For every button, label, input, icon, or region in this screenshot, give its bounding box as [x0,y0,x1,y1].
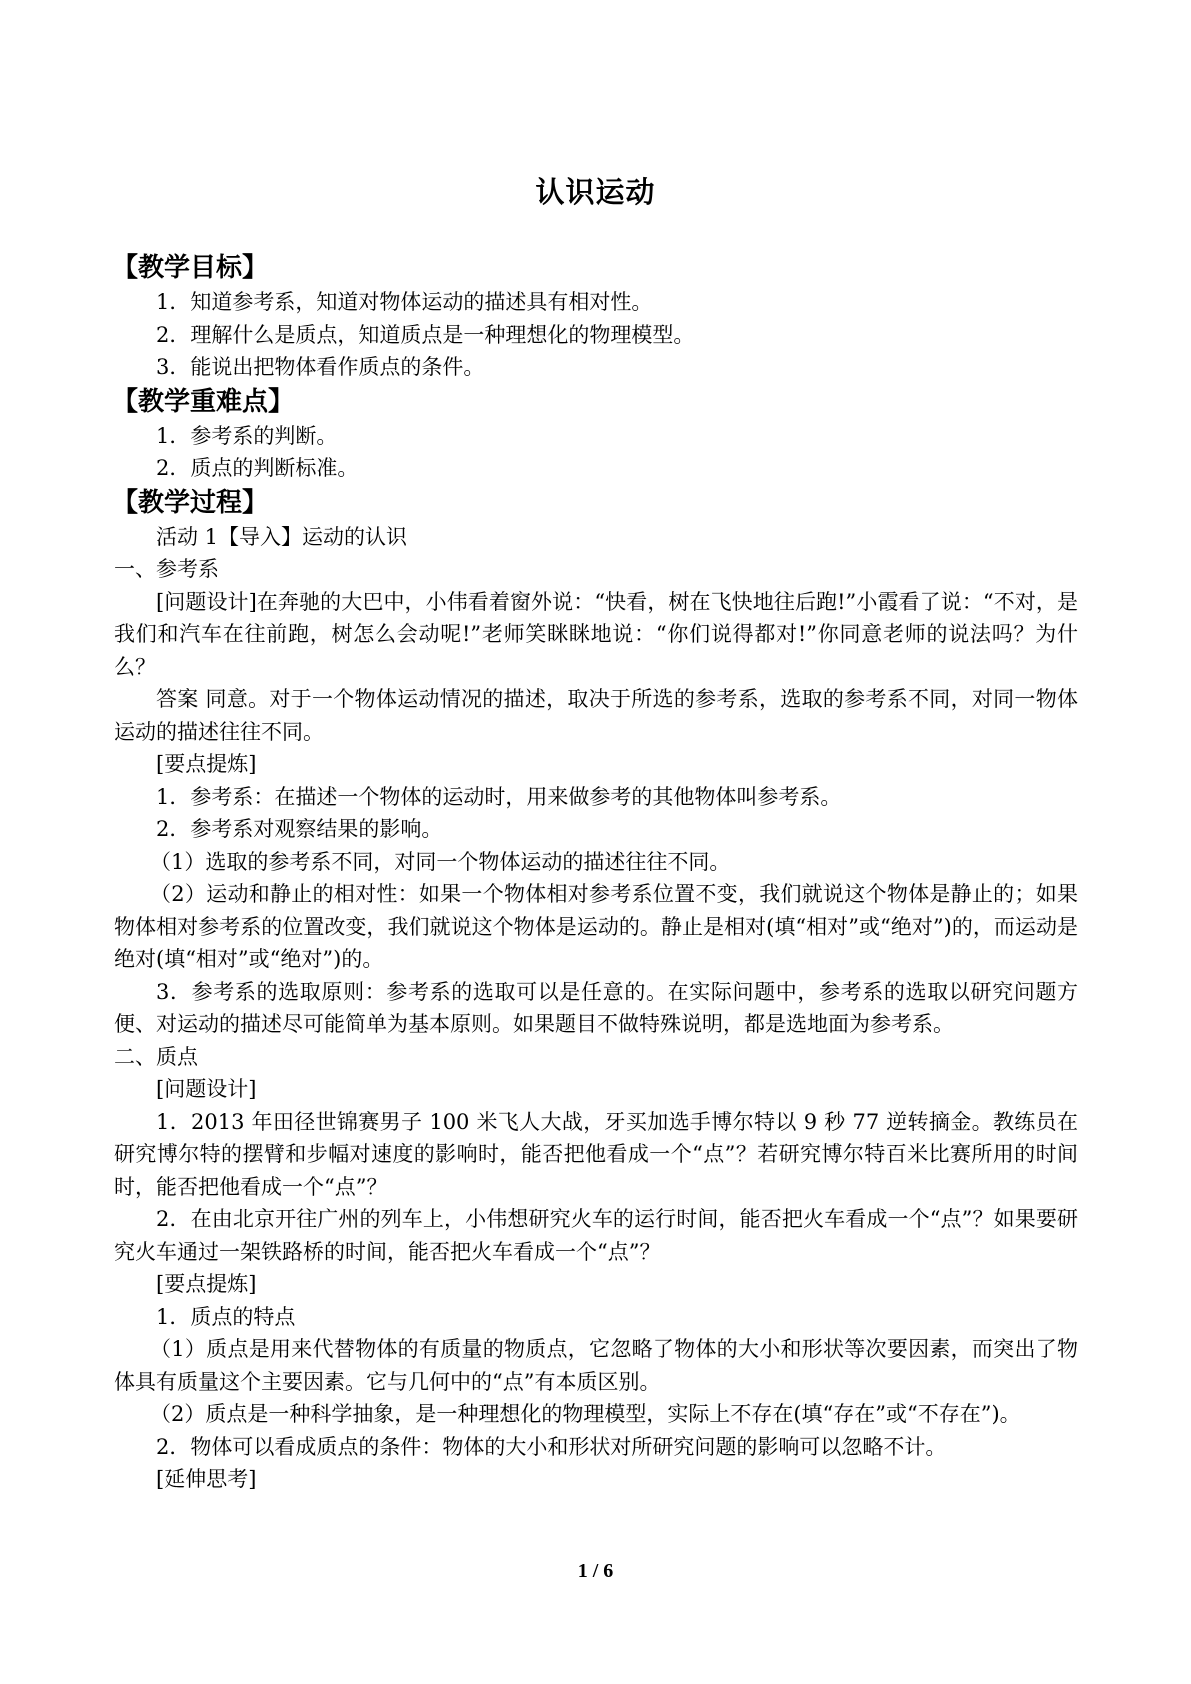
key-points-label-2: [要点提炼] [156,1272,257,1296]
page-number: 1 / 6 [577,1560,614,1582]
particle-key-1a: （1）质点是用来代替物体的有质量的物质点，它忽略了物体的大小和形状等次要因素，而突出了物体具有质量这个主要因素。它与几何中的“点”有本质区别。 [114,1337,1078,1394]
question-2: 2．在由北京开往广州的列车上，小伟想研究火车的运行时间，能否把火车看成一个“点”？如果要研究火车通过一架铁路桥的时间，能否把火车看成一个“点”？ [114,1207,1078,1264]
question-paragraph: [问题设计]在奔驰的大巴中，小伟看着窗外说：“快看，树在飞快地往后跑!”小霞看了说：“不对，是我们和汽车在往前跑，树怎么会动呢!”老师笑眯眯地说：“你们说得都对!”你同意老师的说法吗？为什么？ [114,589,1078,679]
extended-thinking-label: [延伸思考] [156,1467,257,1491]
goal-item: 2．理解什么是质点，知道质点是一种理想化的物理模型。 [156,322,695,347]
key-point-3: 3．参考系的选取原则：参考系的选取可以是任意的。在实际问题中，参考系的选取以研究问题方便、对运动的描述尽可能简单为基本原则。如果题目不做特殊说明，都是选地面为参考系。 [114,979,1078,1036]
particle-key-1: 1．质点的特点 [156,1304,296,1329]
page-title: 认识运动 [535,175,656,209]
section-heading-keypoints: 【教学重难点】 [112,386,295,417]
question-1: 1．2013 年田径世锦赛男子 100 米飞人大战，牙买加选手博尔特以 9 秒 77 逆转摘金。教练员在研究博尔特的摆臂和步幅对速度的影响时，能否把他看成一个“点”？若研究博尔特百米比赛所用的时间时，能否把他看成一个“点”？ [114,1109,1078,1199]
key-points-label: [要点提炼] [156,752,257,776]
keypoint-item: 1．参考系的判断。 [156,423,338,448]
part-title-particle: 二、质点 [114,1044,198,1069]
activity-label: 活动 1【导入】运动的认识 [156,524,408,549]
part-title-reference-frame: 一、参考系 [114,557,219,581]
key-point-1: 1．参考系：在描述一个物体的运动时，用来做参考的其他物体叫参考系。 [156,784,842,809]
section-heading-goals: 【教学目标】 [112,253,269,283]
particle-key-1b: （2）质点是一种科学抽象，是一种理想化的物理模型，实际上不存在(填“存在”或“不存在”)。 [150,1402,1021,1426]
key-point-2a: （1）选取的参考系不同，对同一个物体运动的描述往往不同。 [150,849,731,874]
particle-key-2: 2．物体可以看成质点的条件：物体的大小和形状对所研究问题的影响可以忽略不计。 [156,1434,947,1459]
goal-item: 1．知道参考系，知道对物体运动的描述具有相对性。 [156,290,653,314]
key-point-2b: （2）运动和静止的相对性：如果一个物体相对参考系位置不变，我们就说这个物体是静止的；如果物体相对参考系的位置改变，我们就说这个物体是运动的。静止是相对(填“相对”或“绝对”)的，而运动是绝对(填“相对”或“绝对”)的。 [114,882,1078,971]
key-point-2: 2．参考系对观察结果的影响。 [156,817,443,841]
section-heading-process: 【教学过程】 [112,487,269,518]
answer-paragraph: 答案 同意。对于一个物体运动情况的描述，取决于所选的参考系，选取的参考系不同，对同一物体运动的描述往往不同。 [114,687,1078,744]
goal-item: 3．能说出把物体看作质点的条件。 [156,355,485,379]
document-body [114,250,1078,1496]
question-design-label: [问题设计] [156,1077,257,1101]
keypoint-item: 2．质点的判断标准。 [156,456,359,480]
